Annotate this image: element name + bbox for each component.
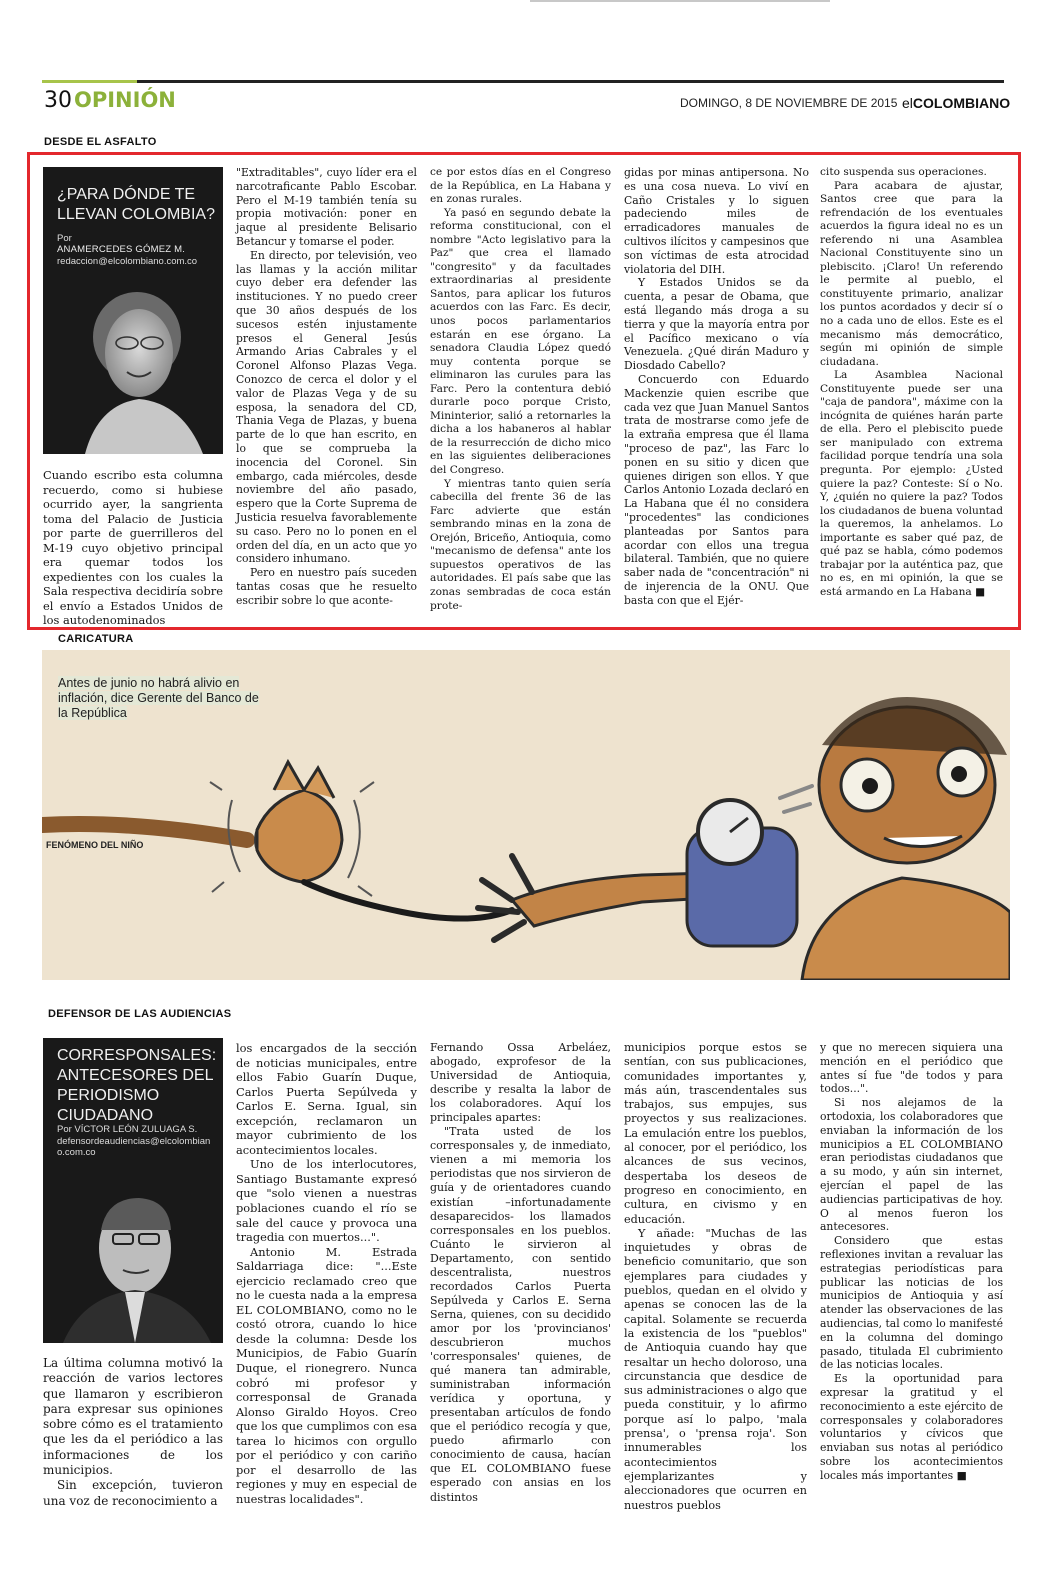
column2-author-box: [43, 1038, 223, 1343]
column2-col2: [236, 1041, 417, 1507]
column1-intro-text: Cuando escribo esta columna recuerdo, como si hubiese ocurrido ayer, la sangrienta toma del Palacio de Justicia por parte de guerrilleros del M-19 cuyo objetivo principal era quemar todos los expedientes con los cuales la Sala respectiva decidiría sobre el envío a Estados Unidos de los autodenominados: [43, 468, 223, 628]
column2-col3: [430, 1041, 611, 1505]
column2-title: CORRESPONSALES: ANTECESORES DEL PERIODISMO CIUDADANO: [57, 1047, 217, 1124]
top-edge-line: [530, 0, 830, 2]
column1-author-box: [43, 167, 223, 454]
column2-col2-p1: los encargados de la sección de noticias municipales, entre ellos Fabio Guarín Duque, Carlos Puerta Sepúlveda y Carlos E. Serna. Igual, sin excepción, reclamaron un mayor cubrimiento de los acontecimientos locales.: [236, 1041, 417, 1157]
column1-author: ANAMERCEDES GÓMEZ M.: [57, 244, 186, 255]
cartoon-caption: [58, 676, 268, 721]
column2-intro-p1: La última columna motivó la reacción de varios lectores que llamaron y escribieron para expresar sus opiniones sobre cómo es el tratamiento que les da el periódico a las informaciones de los municipios.: [43, 1356, 223, 1478]
column2-email: defensordeaudiencias@elcolombiano.com.co: [57, 1136, 211, 1158]
column2-col5-p1: y que no merecen siquiera una mención en el periódico que antes sí fue "de todos y para todos...".: [820, 1041, 1003, 1096]
column2-col4-p1: municipios porque estos se sentían, con sus publicaciones, comunidades importantes y, más aún, trascendentales sus trabajos, sus empujes, sus proyectos y sus realizaciones. La emulación entre los pueblos, al conocer, por el periódico, los alcances de sus vecinos, despertaba los deseos de progreso en conocimiento, en cultura, en civismo y en educación.: [624, 1041, 807, 1226]
header-rule-accent: [42, 80, 137, 83]
column2-col2-p3: Antonio M. Estrada Saldarriaga dice: "...Este ejercicio reclamado creo que no le cuesta nada a la empresa EL COLOMBIANO, como no le costó otrora, cuando lo hice desde la columna: Desde los Municipios, de Fabio Guarín Duque, el rionegrero. Nunca cobró mi profesor y corresponsal de Granada Alonso Giraldo Hoyos. Creo que los que cumplimos con esa tarea lo hicimos con orgullo por el periódico y con cariño por el desarrollo de las regiones y muy en especial de nuestras localidades".: [236, 1244, 417, 1506]
column1-col5-p2: Para acabara de ajustar, Santos cree que para la refrendación de los eventuales acuerdos la figura ideal no es un referendo ni una Asamblea Nacional Constituyente sino un plebiscito. ¡Claro! Un referendo le permite al pueblo, el constituyente primario, analizar los puntos acordados y decir sí o no a cada uno de ellos. Este es el mecanismo más democrático, según mi opinión de simple ciudadana.: [820, 179, 1003, 368]
column1-title: ¿PARA DÓNDE TE LLEVAN COLOMBIA?: [57, 186, 215, 223]
column1-col4-p1: gidas por minas antipersona. No es una cosa nueva. Lo viví en Caño Cristales y lo siguen padeciendo miles de erradicadores manuales de cultivos ilícitos y campesinos que son víctimas de esta atrocidad violatoria del DIH.: [624, 166, 809, 276]
brand-prefix: el: [902, 95, 913, 111]
by-label: Por: [57, 233, 72, 244]
cartoon-label: FENÓMENO DEL NIÑO: [46, 840, 144, 850]
column2-kicker: DEFENSOR DE LAS AUDIENCIAS: [48, 1008, 232, 1020]
column1-col2: [236, 166, 417, 608]
column1-col4-p3: Concuerdo con Eduardo Mackenzie quien escribe que cada vez que Juan Manuel Santos trata de mostrarse como jefe de la extraña empresa que él llama "proceso de paz", las Farc lo ponen en su sitio y dicen que quienes dirigen son ellos. Y que Carlos Antonio Lozada declaró en La Habana que él no considera "procedentes" las condiciones planteadas por Santos para acordar con ellos una tregua bilateral. También, que no quiere saber nada de "concentración" ni de injerencia de la ONU. Que basta con que el Ejér-: [624, 372, 809, 607]
section-title: OPINIÓN: [74, 88, 176, 112]
column1-col4: [624, 166, 809, 608]
column2-col5: [820, 1041, 1003, 1483]
column1-col5: [820, 166, 1003, 600]
column2-col2-p2: Uno de los interlocutores, Santiago Bustamante expresó que "solo vienen a nuestras poblaciones cuando el río se sale del cauce y provoca una tragedia con muertos...".: [236, 1157, 417, 1245]
author-photo: [43, 167, 223, 454]
column1-col3-p1: ce por estos días en el Congreso de la República, en La Habana y en zonas rurales.: [430, 166, 611, 206]
column1-email: redaccion@elcolombiano.com.co: [57, 256, 198, 267]
column2-byline: Por VÍCTOR LEÓN ZULUAGA S.: [57, 1124, 198, 1135]
masthead-brand: [902, 95, 1010, 111]
column2-col5-p3: Considero que estas reflexiones invitan a revaluar las estrategias periodísticas para publicar las noticias de los municipios de Antioquia y así atender las observaciones de las audiencias, tal como lo manifesté en la columna del domingo pasado, titulada El cubrimiento de las noticias locales.: [820, 1234, 1003, 1372]
column1-col2-p2: En directo, por televisión, veo las llamas y la acción militar cuyo deber era defender las instituciones. Y no puedo creer que 30 años después de los sucesos estén injustamente presos el General Jesús Armando Arias Cabrales y el Coronel Alfonso Plazas Vega. Conozco de cerca el dolor y el valor de Plazas Vega y de su esposa, la senadora del CD, Thania Vega de Plazas, y buena parte de lo que han escrito, en lo que se comprueba la inocencia del Coronel. Sin embargo, cada miércoles, desde noviembre del año pasado, espero que la Corte Suprema de Justicia resuelva favorablemente su caso. Pero no lo ponen en el orden del día, en un acto que yo considero inhumano.: [236, 248, 417, 566]
column1-col2-p3: Pero en nuestro país suceden tantas cosas que he resuelto escribir sobre lo que aconte-: [236, 566, 417, 607]
column2-intro-p2: Sin excepción, tuvieron una voz de reconocimiento a: [43, 1478, 223, 1508]
column2-intro: [43, 1356, 223, 1509]
column1-col4-p2: Y Estados Unidos se da cuenta, a pesar de Obama, que está llegando más droga a su tierra y que la mayoría entra por el Pacífico mexicano o vía Venezuela. ¿Qué dirán Maduro y Diosdado Cabello?: [624, 276, 809, 373]
column1-col5-p1: cito suspenda sus operaciones.: [820, 166, 987, 178]
page-number: 30: [44, 88, 72, 113]
column2-col5-p4: Es la oportunidad para expresar la gratitud y el reconocimiento a este ejército de corresponsales y colaboradores voluntarios y cívicos que enviaban sus notas al periódico sobre los acontecimientos locales más importantes ■: [820, 1372, 1003, 1482]
column2-col3-p1: Fernando Ossa Arbeláez, abogado, exprofesor de la Universidad de Antioquia, describe y resalta la labor de los colaboradores. Aquí los principales apartes:: [430, 1041, 611, 1125]
column1-col3-p3: Y mientras tanto quien sería cabecilla del frente 36 de las Farc advierte que están sembrando minas en la zona de Orejón, Briceño, Antioquia, como "mecanismo de defensa" ante los supuestos operativos de las autoridades. El país sabe que las zonas sembradas de coca están prote-: [430, 477, 611, 612]
column2-col5-p2: Si nos alejamos de la ortodoxia, los colaboradores que enviaban la información de los municipios a EL COLOMBIANO eran periodistas ciudadanos que a su modo, y aún sin internet, ejercían el papel de las audiencias participativas de hoy. O al menos fueron los antecesores.: [820, 1096, 1003, 1234]
column2-col4-p2: Y añade: "Muchas de las inquietudes y obras de beneficio comunitario, que son ejemplares para ciudades y pueblos, quedan en el olvido y apenas se conocen las de la capital. Solamente se recuerda la existencia de los "pueblos" de Antioquia cuando hay que resaltar un hecho doloroso, una circunstancia que desdice de sus administraciones o algo que pueda constituir, y lo afirmo porque así lo palpo, 'mala prensa', o 'prensa roja'. Son innumerables los acontecimientos ejemplarizantes y aleccionadores que ocurren en nuestros pueblos: [624, 1226, 807, 1512]
column1-col2-p1: "Extraditables", cuyo líder era el narcotraficante Pablo Escobar. Pero el M-19 también tenía su propia motivación: poner en jaque al presidente Belisario Betancur y tomarse el poder.: [236, 166, 417, 248]
cartoon-kicker: CARICATURA: [58, 633, 134, 645]
column1-col5-p3: La Asamblea Nacional Constituyente puede ser una "caja de pandora", máxime con la incógnita de quiénes harán parte de ella. Pero el plebiscito puede ser manipulado con extrema facilidad porque tendría una sola pregunta. Por ejemplo: ¿Usted quiere la paz? Conteste: Sí o No. Y, ¿quién no quiere la paz? Todos los ciudadanos de buena voluntad la queremos, la anhelamos. Lo importante es saber qué paz, de qué paz se habla, cómo podemos trabajar por la auténtica paz, que no es, en mi opinión, la que se está armando en La Habana ■: [820, 369, 1003, 598]
dateline: DOMINGO, 8 DE NOVIEMBRE DE 2015: [680, 96, 898, 110]
column2-col3-p2: "Trata usted de los corresponsales y, de inmediato, vienen a mi memoria los periodistas que nos sirvieron de guía y de orientadores cuando existían –infortunadamente desaparecidos- los llamados corresponsales en los pueblos. Cuánto le sirvieron al Departamento, con sentido descentralista, nuestros recordados Carlos Puerta Sepúlveda y Carlos E. Serna Serna, quienes, con su decidido amor por los 'provincianos' descubrieron muchos 'corresponsales' quienes, de qué manera tan admirable, suministraban información verídica y oportuna, y presentaban artículos de fondo que el periódico recogía y que, puedo afirmarlo con conocimiento de causa, hacían que EL COLOMBIANO fuese esperado con ansias en los distintos: [430, 1125, 611, 1504]
column1-kicker: DESDE EL ASFALTO: [44, 136, 157, 148]
cartoon-caption-text: Antes de junio no habrá alivio en inflación, dice Gerente del Banco de la República: [58, 676, 259, 720]
brand-name: COLOMBIANO: [912, 95, 1011, 111]
column1-col3-p2: Ya pasó en segundo debate la reforma constitucional, con el nombre "Acto legislativo para la Paz" que crea el llamado "congresito" y da facultades extraordinarias al presidente Santos, para aplicar los futuros acuerdos con las Farc. Es decir, unos pocos parlamentarios estarán en ese órgano. La senadora Claudia López quedó muy contenta porque se eliminaron las curules para las Farc. Pero la contentura debió durarle poco porque Cristo, Mininterior, salió a retornarles la dicha a los habaneros al hablar de la resurrección de dicho mico en las siguientes deliberaciones del Congreso.: [430, 206, 611, 477]
column2-col4: [624, 1041, 807, 1513]
column1-col3: [430, 166, 611, 613]
header-rule: [42, 80, 1004, 83]
author2-photo: [43, 1038, 223, 1343]
column1-intro: [43, 468, 223, 628]
